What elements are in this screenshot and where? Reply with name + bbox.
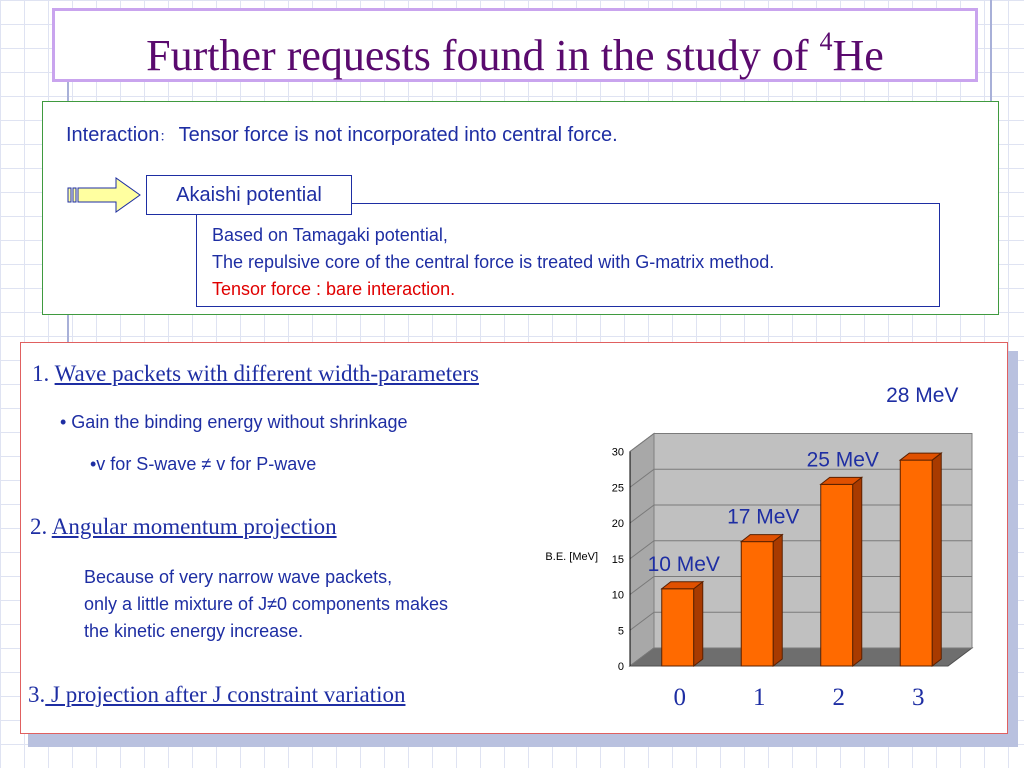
- y-tick-label: 30: [611, 446, 624, 459]
- arrow-right-icon: [66, 176, 142, 214]
- interaction-line: [66, 124, 618, 147]
- item-3-title: J projection after J constraint variation: [45, 682, 406, 707]
- item-1-title: Wave packets with different width-parameters: [54, 361, 479, 386]
- bar-side: [932, 453, 941, 666]
- slide-title: [52, 8, 978, 82]
- y-tick-label: 15: [611, 553, 624, 566]
- description-line-2: The repulsive core of the central force is treated with G-matrix method.: [212, 252, 775, 272]
- x-tick-label: 2: [832, 684, 845, 711]
- title-element: He: [832, 30, 884, 80]
- bar-value-label: 28 MeV: [886, 384, 959, 408]
- bar-side: [694, 582, 703, 666]
- item-1-bullet-1: • Gain the binding energy without shrinkage: [60, 412, 408, 432]
- item-2-line-2: only a little mixture of J≠0 components makes: [84, 594, 449, 614]
- bar-side: [773, 535, 782, 666]
- title-superscript: 4: [819, 27, 833, 56]
- item-2-number: 2.: [30, 514, 52, 539]
- item-2-line-1: Because of very narrow wave packets,: [84, 567, 393, 587]
- y-tick-label: 10: [611, 589, 624, 602]
- item-1-heading: [32, 361, 479, 387]
- item-3-heading: [28, 682, 405, 708]
- item-2-heading: [30, 514, 337, 540]
- bar-side: [853, 477, 862, 666]
- akaishi-potential-label: Akaishi potential: [146, 175, 352, 215]
- x-tick-label: 1: [753, 684, 766, 711]
- y-tick-label: 5: [617, 625, 624, 638]
- item-1-number: 1.: [32, 361, 55, 386]
- bar-front: [741, 542, 773, 666]
- bar-value-label: 10 MeV: [647, 552, 720, 576]
- y-tick-label: 20: [611, 518, 624, 530]
- title-text: [146, 27, 884, 80]
- binding-energy-chart: [530, 384, 990, 718]
- description-line-1: Based on Tamagaki potential,: [212, 225, 448, 245]
- y-axis-label: B.E. [MeV]: [545, 550, 598, 563]
- x-tick-label: 3: [912, 684, 925, 711]
- bar-value-label: 17 MeV: [727, 505, 800, 529]
- y-tick-label: 25: [611, 482, 624, 495]
- item-2-title: Angular momentum projection: [51, 514, 337, 539]
- interaction-label: Interaction: [66, 124, 160, 146]
- y-tick-label: 0: [617, 661, 624, 673]
- item-1-bullet-2: •v for S-wave ≠ v for P-wave: [90, 454, 317, 474]
- interaction-text: Tensor force is not incorporated into central force.: [178, 124, 618, 146]
- item-2-paragraph: [84, 564, 448, 645]
- item-2-line-3: the kinetic energy increase.: [84, 621, 304, 641]
- x-tick-label: 0: [673, 684, 686, 711]
- bar-front: [821, 484, 853, 666]
- bar-front: [900, 460, 932, 666]
- item-3-number: 3.: [28, 682, 46, 707]
- title-main: Further requests found in the study of: [146, 30, 820, 80]
- bar-value-label: 25 MeV: [806, 448, 879, 472]
- potential-description: [196, 203, 940, 307]
- interaction-separator: ：: [159, 128, 174, 144]
- bar-front: [662, 589, 694, 666]
- description-line-3: Tensor force : bare interaction.: [212, 279, 456, 299]
